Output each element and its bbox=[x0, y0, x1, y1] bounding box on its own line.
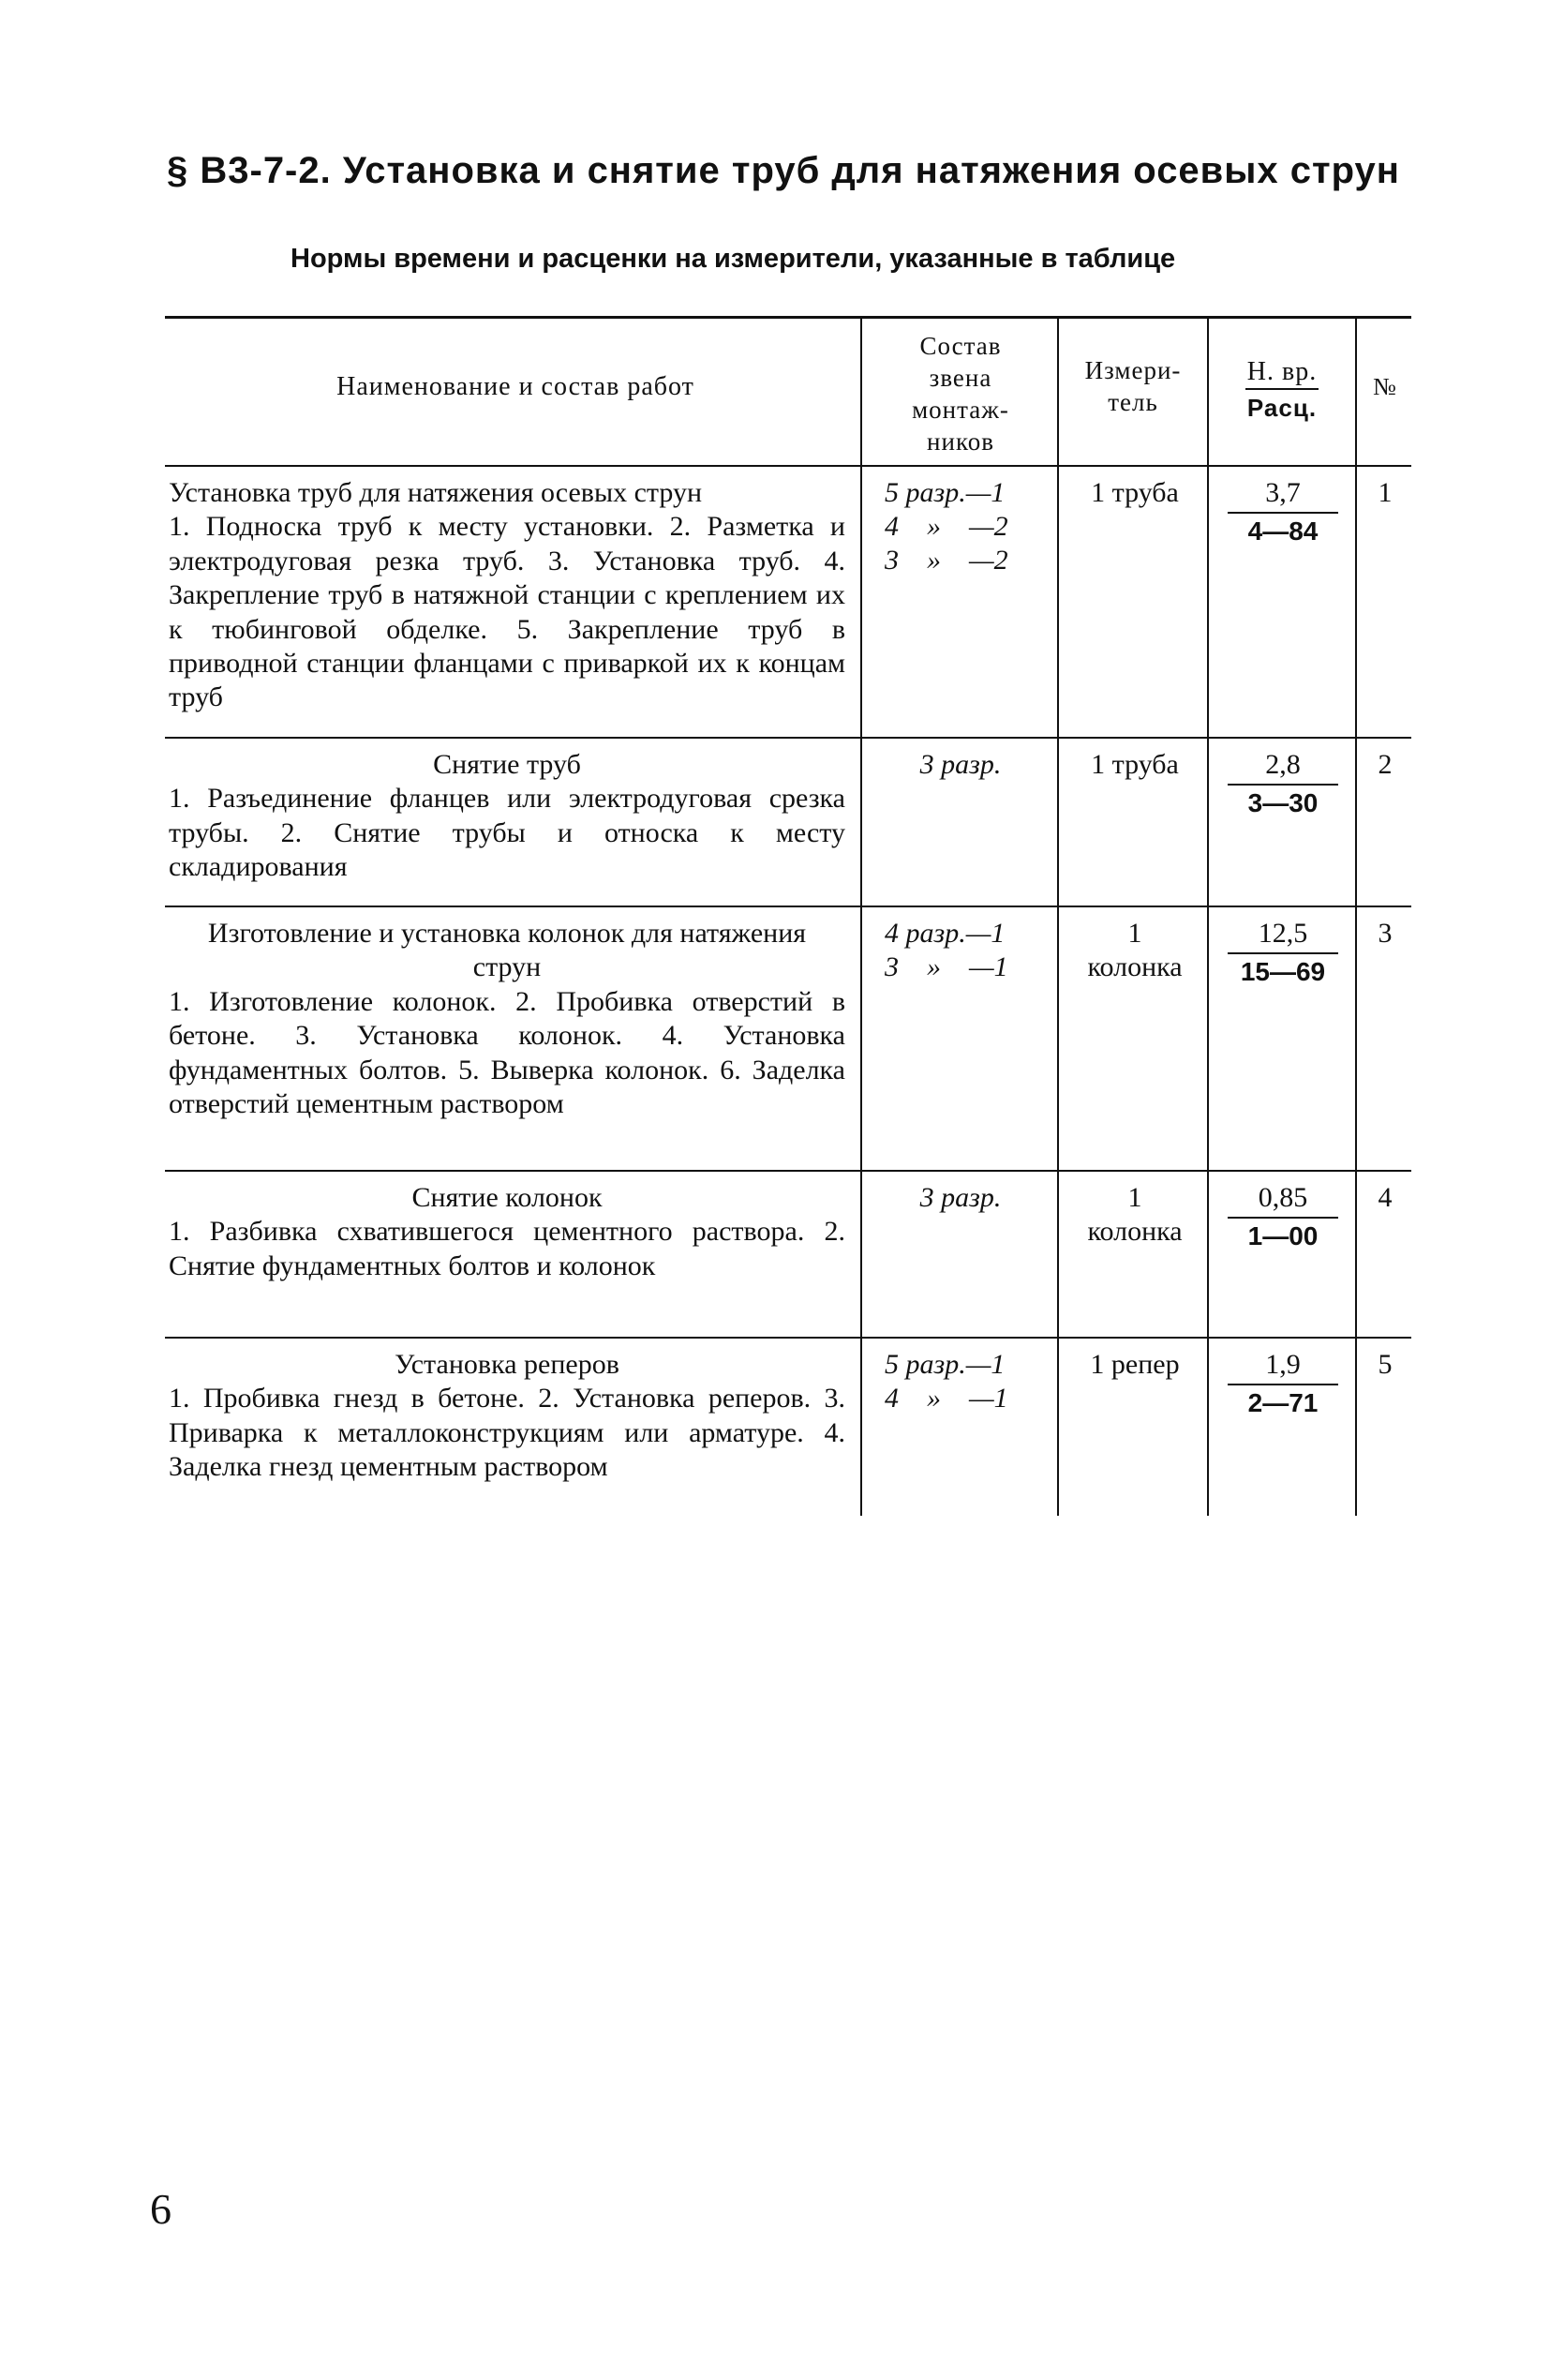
header-norm bbox=[1209, 356, 1355, 425]
row-5-number: 5 bbox=[1378, 1349, 1393, 1380]
header-number: № bbox=[1373, 373, 1397, 400]
row-2-title: Снятие труб bbox=[433, 749, 581, 780]
row-divider-1 bbox=[165, 737, 1411, 739]
row-4-norm bbox=[1215, 1181, 1351, 1254]
row-4-number: 4 bbox=[1378, 1182, 1393, 1213]
table-subtitle: Нормы времени и расценки на измерители, указанные в таблице bbox=[291, 244, 1176, 274]
col-divider-name bbox=[860, 316, 862, 1516]
header-norm-time: Н. вр. bbox=[1246, 357, 1318, 386]
header-measure-line-1: Измери- bbox=[1084, 356, 1182, 384]
table-row bbox=[169, 1348, 845, 1485]
row-2-crew bbox=[864, 748, 1057, 782]
row-2-price: 3—30 bbox=[1228, 784, 1338, 821]
row-3-crew-line-2: 3 » —1 bbox=[885, 951, 1008, 982]
header-crew-line-4: ников bbox=[927, 427, 994, 456]
col-divider-measure bbox=[1207, 316, 1209, 1516]
header-crew bbox=[864, 330, 1057, 457]
page-number: 6 bbox=[150, 2185, 171, 2233]
table-row bbox=[169, 748, 845, 885]
header-measure bbox=[1061, 354, 1205, 418]
section-title: § В3-7-2. Установка и снятие труб для натяжения осевых струн bbox=[167, 150, 1400, 191]
row-3-norm-time: 12,5 bbox=[1258, 918, 1308, 949]
row-4-price: 1—00 bbox=[1228, 1217, 1338, 1254]
row-2-crew-line-1: 3 разр. bbox=[919, 749, 1002, 780]
row-1-crew-line-1: 5 разр.—1 bbox=[885, 477, 1006, 508]
table-row bbox=[169, 917, 845, 1121]
row-4-crew-line-1: 3 разр. bbox=[919, 1182, 1002, 1213]
row-4-crew bbox=[864, 1181, 1057, 1215]
header-measure-line-2: тель bbox=[1108, 388, 1158, 416]
row-3-price: 15—69 bbox=[1228, 952, 1338, 990]
row-1-norm bbox=[1215, 476, 1351, 549]
row-2-body: 1. Разъединение фланцев или электродуговая срезка трубы. 2. Снятие трубы и относка к месту складирования bbox=[169, 783, 845, 883]
row-3-crew bbox=[885, 917, 1050, 984]
row-5-norm-time: 1,9 bbox=[1265, 1349, 1301, 1380]
row-1-crew-line-3: 3 » —2 bbox=[885, 545, 1008, 576]
header-crew-line-1: Состав bbox=[919, 332, 1002, 360]
row-4-measure: 1 колонка bbox=[1087, 1182, 1183, 1247]
row-2-measure: 1 труба bbox=[1091, 749, 1179, 780]
col-divider-norm bbox=[1355, 316, 1357, 1516]
row-2-norm bbox=[1215, 748, 1351, 821]
row-5-crew bbox=[885, 1348, 1050, 1415]
table-row bbox=[169, 1181, 845, 1283]
row-1-crew bbox=[885, 476, 1050, 577]
row-3-number: 3 bbox=[1378, 918, 1393, 949]
row-1-measure: 1 труба bbox=[1091, 477, 1179, 508]
row-3-crew-line-1: 4 разр.—1 bbox=[885, 918, 1006, 949]
row-5-crew-line-1: 5 разр.—1 bbox=[885, 1349, 1006, 1380]
row-3-measure: 1 колонка bbox=[1087, 918, 1183, 982]
row-5-norm bbox=[1215, 1348, 1351, 1421]
header-crew-line-2: звена bbox=[929, 364, 992, 392]
row-5-measure: 1 репер bbox=[1090, 1349, 1180, 1380]
row-4-norm-time: 0,85 bbox=[1258, 1182, 1308, 1213]
row-5-price: 2—71 bbox=[1228, 1384, 1338, 1421]
row-2-norm-time: 2,8 bbox=[1265, 749, 1301, 780]
row-4-title: Снятие колонок bbox=[411, 1182, 603, 1213]
row-3-norm bbox=[1215, 917, 1351, 990]
row-divider-4 bbox=[165, 1337, 1411, 1339]
header-price: Расц. bbox=[1245, 388, 1319, 424]
table-row bbox=[169, 476, 845, 715]
row-3-body: 1. Изготовление колонок. 2. Пробивка отверстий в бетоне. 3. Установка колонок. 4. Установка фундаментных болтов. 5. Выверка колонок. 6. Заделка отверстий цементным раствором bbox=[169, 985, 845, 1120]
row-1-norm-time: 3,7 bbox=[1265, 477, 1301, 508]
row-1-body: 1. Подноска труб к месту установки. 2. Разметка и электродуговая резка труб. 3. Установка труб. 4. Закрепление труб в натяжной станции с креплением их к тюбинговой обделке. 5. Закрепление труб в приводной станции фланцами с приваркой их к концам труб bbox=[169, 511, 845, 713]
row-5-title: Установка реперов bbox=[395, 1349, 619, 1380]
header-crew-line-3: монтаж- bbox=[912, 396, 1009, 424]
col-divider-crew bbox=[1057, 316, 1059, 1516]
row-4-body: 1. Разбивка схватившегося цементного раствора. 2. Снятие фундаментных болтов и колонок bbox=[169, 1216, 845, 1281]
header-bottom-rule bbox=[165, 465, 1411, 467]
header-name: Наименование и состав работ bbox=[336, 372, 694, 401]
row-1-number: 1 bbox=[1378, 477, 1393, 508]
row-divider-3 bbox=[165, 1170, 1411, 1172]
row-1-crew-line-2: 4 » —2 bbox=[885, 511, 1008, 542]
row-1-price: 4—84 bbox=[1228, 512, 1338, 549]
row-1-title: Установка труб для натяжения осевых струн bbox=[169, 477, 703, 508]
row-5-crew-line-2: 4 » —1 bbox=[885, 1383, 1008, 1414]
row-divider-2 bbox=[165, 906, 1411, 907]
table-top-rule bbox=[165, 316, 1411, 319]
row-5-body: 1. Пробивка гнезд в бетоне. 2. Установка реперов. 3. Приварка к металлоконструкциям или арматуре. 4. Заделка гнезд цементным раствором bbox=[169, 1383, 845, 1483]
row-3-title: Изготовление и установка колонок для натяжения струн bbox=[207, 918, 807, 983]
row-2-number: 2 bbox=[1378, 749, 1393, 780]
